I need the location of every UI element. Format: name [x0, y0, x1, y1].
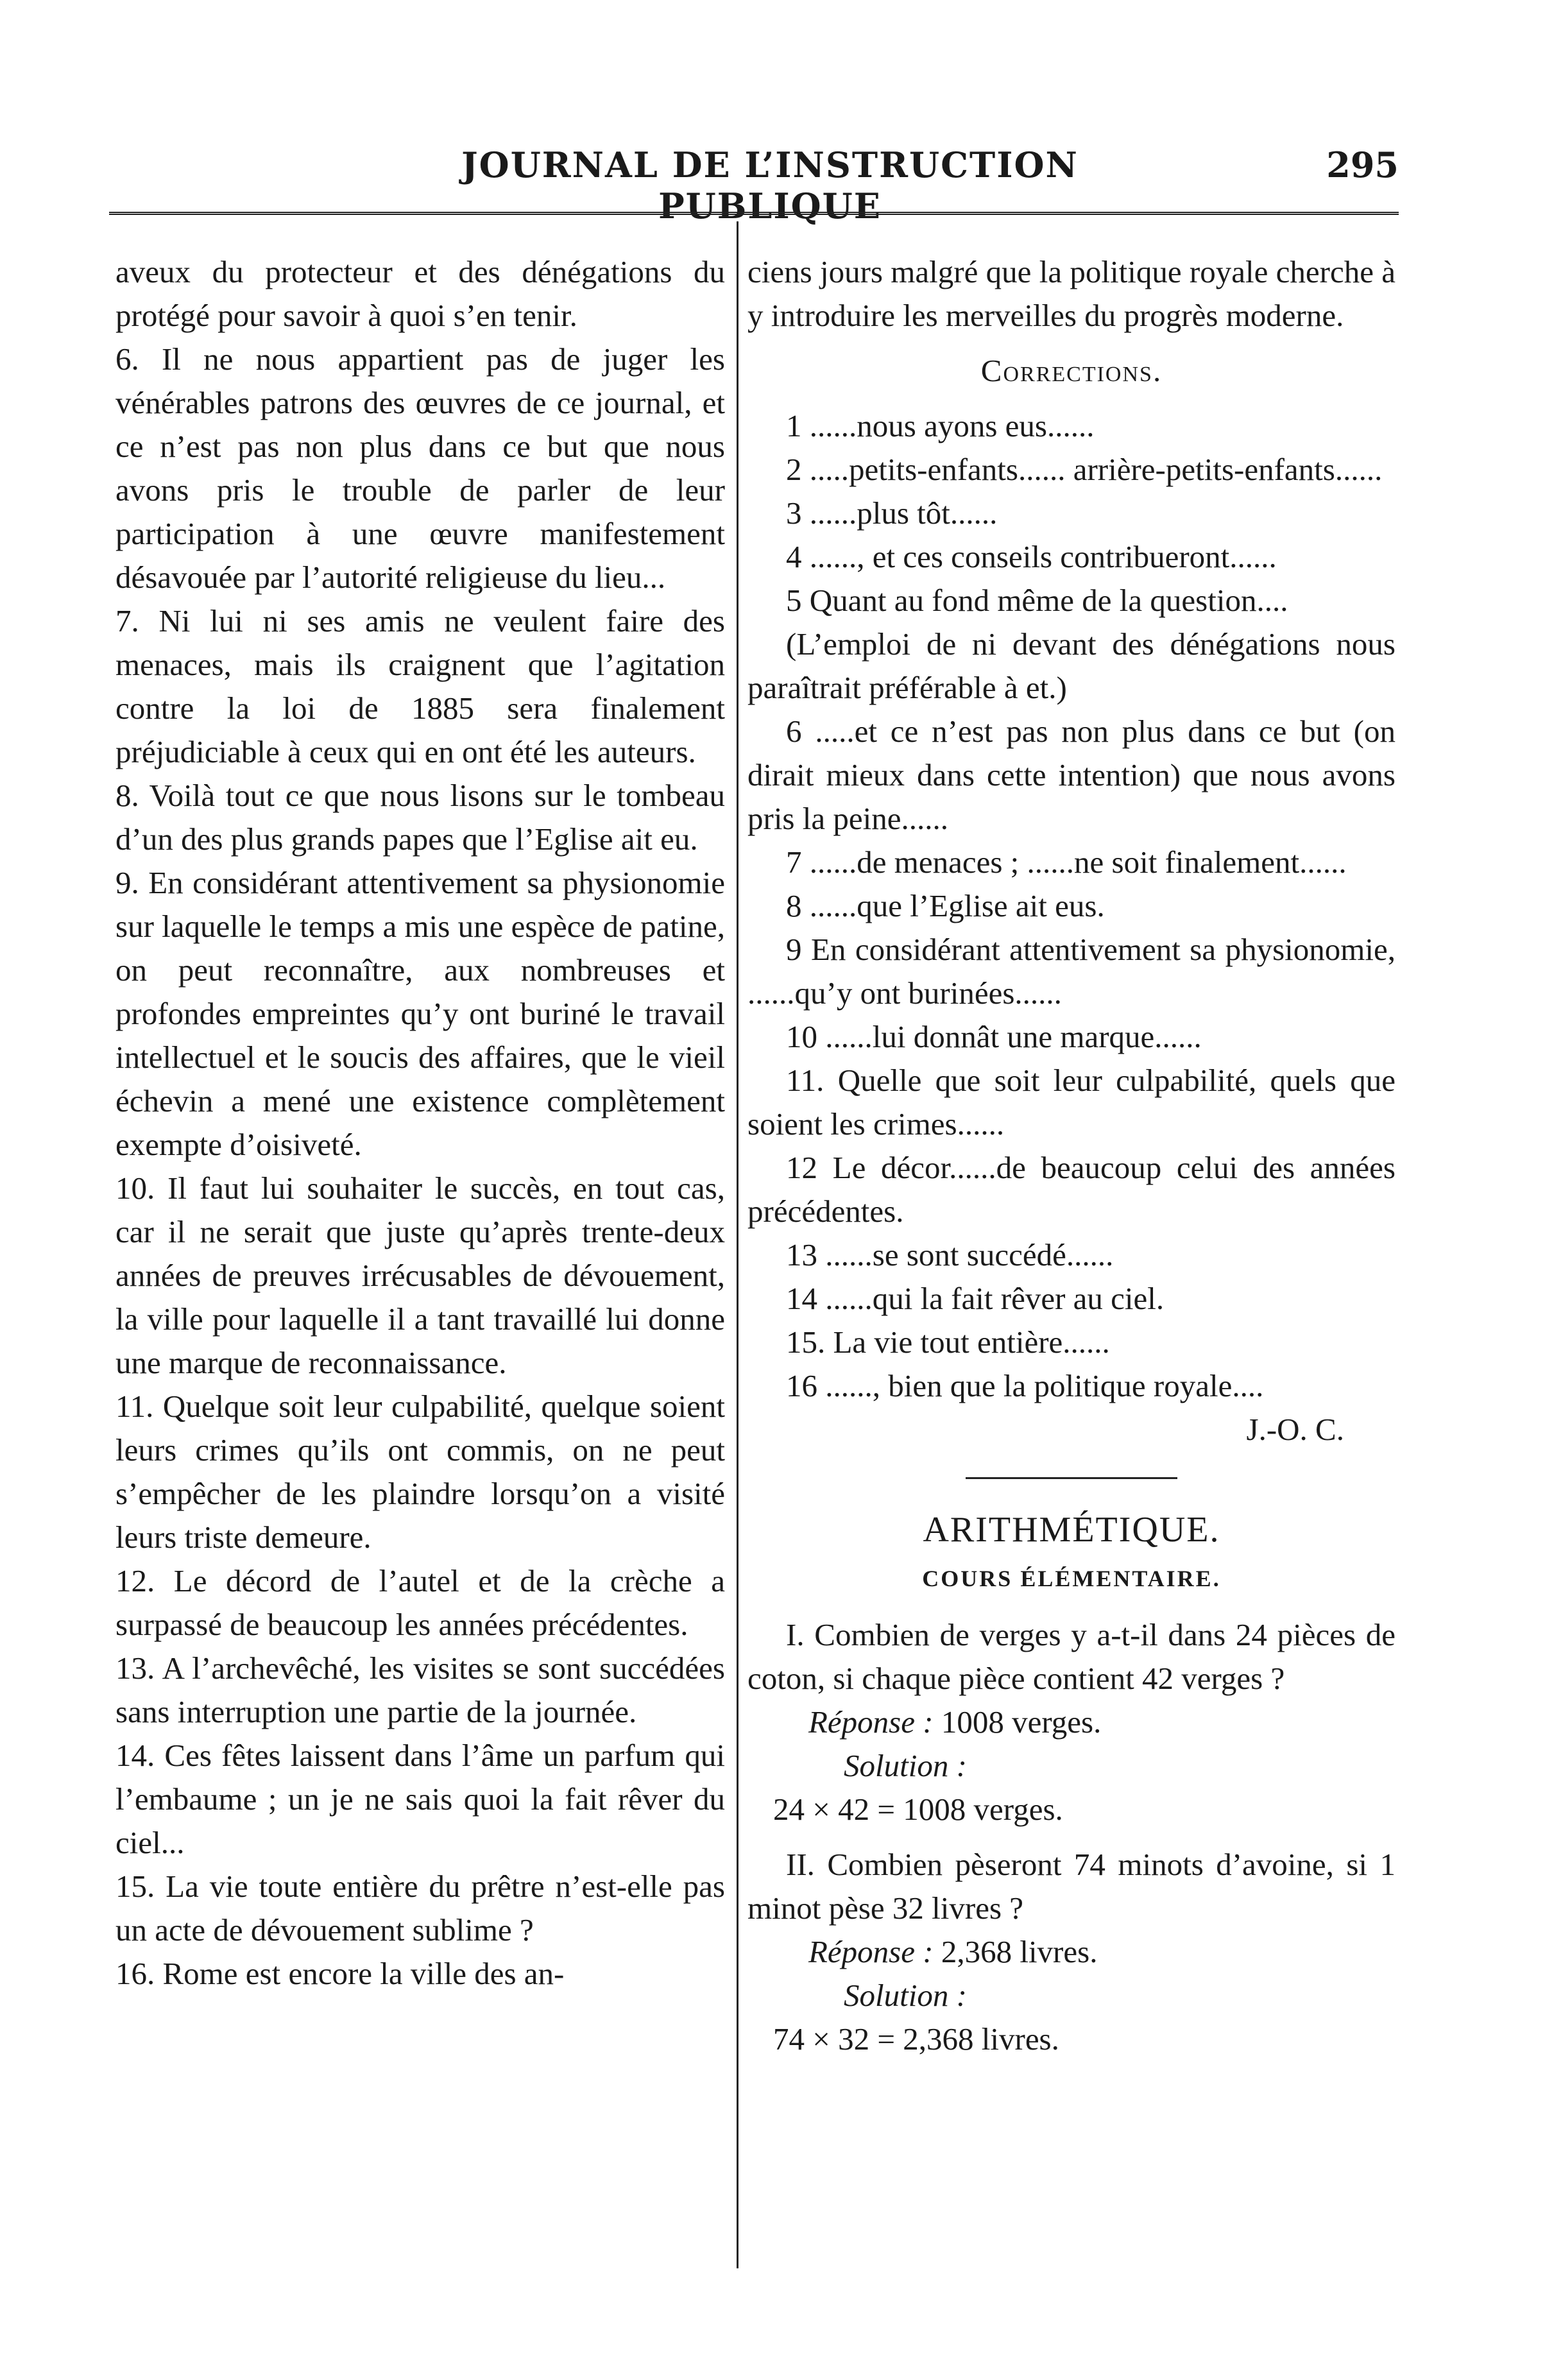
corrections-title: Corrections.	[980, 353, 1163, 388]
problem-2-solution-label: Solution :	[844, 1978, 967, 2013]
header-rule	[109, 212, 1399, 215]
section-title: ARITHMÉTIQUE.	[923, 1510, 1220, 1550]
paragraph-continuation: ciens jours malgré que la politique royale cherche à y introduire les merveilles du progrès moderne.	[747, 254, 1396, 333]
paragraph-9: 9. En considérant attentivement sa physionomie sur laquelle le temps a mis une espèce de patine, on peut reconnaître, aux nombreuses et profondes empreintes qu’y ont buriné le travail intellectuel et le soucis des affaires, que le vieil échevin a mené une existence complètement exempte d’oisiveté.	[115, 865, 725, 1162]
answer-label: Réponse :	[808, 1934, 934, 1969]
paragraph-11: 11. Quelque soit leur culpabilité, quelque soient leurs crimes qu’ils ont commis, on ne peut s’empêcher de les plaindre lorsqu’on a visité leurs triste demeure.	[115, 1389, 725, 1555]
answer-value: 2,368 livres.	[941, 1934, 1098, 1969]
correction-5-note: (L’emploi de ni devant des dénégations nous paraîtrait préférable à et.)	[747, 626, 1396, 705]
page-header	[109, 144, 1399, 227]
paragraph-6: 6. Il ne nous appartient pas de juger les vénérables patrons des œuvres de ce journal, et ce n’est pas non plus dans ce but que nous avons pris le trouble de parler de leur participation à une œuvre manifestement désavouée par l’autorité religieuse du lieu...	[115, 341, 725, 595]
correction-11: 11. Quelle que soit leur culpabilité, quels que soient les crimes......	[747, 1063, 1396, 1142]
paragraph-14: 14. Ces fêtes laissent dans l’âme un parfum qui l’embaume ; un je ne sais quoi la fait rêver du ciel...	[115, 1738, 725, 1860]
paragraph-13: 13. A l’archevêché, les visites se sont succédées sans interruption une partie de la journée.	[115, 1650, 725, 1729]
right-column	[747, 250, 1396, 2061]
correction-14: 14 ......qui la fait rêver au ciel.	[786, 1281, 1165, 1316]
problem-1-solution-label: Solution :	[844, 1748, 967, 1783]
correction-16: 16 ......, bien que la politique royale....	[786, 1368, 1264, 1403]
signature: J.-O. C.	[1246, 1412, 1344, 1447]
paragraph-16: 16. Rome est encore la ville des an-	[115, 1956, 565, 1991]
paragraph-8: 8. Voilà tout ce que nous lisons sur le tombeau d’un des plus grands papes que l’Eglise ait eu.	[115, 778, 725, 857]
correction-5: 5 Quant au fond même de la question....	[786, 583, 1288, 618]
spacer	[747, 1831, 1396, 1843]
correction-9: 9 En considérant attentivement sa physionomie, ......qu’y ont burinées......	[747, 932, 1396, 1011]
correction-1: 1 ......nous ayons eus......	[786, 408, 1095, 443]
problem-1-question: I. Combien de verges y a-t-il dans 24 pièces de coton, si chaque pièce contient 42 verges ?	[747, 1617, 1396, 1696]
paragraph-15: 15. La vie toute entière du prêtre n’est-elle pas un acte de dévouement sublime ?	[115, 1869, 725, 1948]
correction-13: 13 ......se sont succédé......	[786, 1237, 1114, 1272]
correction-8: 8 ......que l’Eglise ait eus.	[786, 888, 1105, 923]
answer-label: Réponse :	[808, 1704, 934, 1740]
correction-15: 15. La vie tout entière......	[786, 1324, 1110, 1360]
correction-6: 6 .....et ce n’est pas non plus dans ce but (on dirait mieux dans cette intention) que nous avons pris la peine......	[747, 714, 1396, 836]
page-number: 295	[1326, 144, 1399, 185]
left-column	[115, 250, 725, 1996]
correction-3: 3 ......plus tôt......	[786, 495, 998, 531]
spacer	[747, 393, 1396, 404]
spacer	[747, 338, 1396, 349]
problem-2-answer	[747, 1930, 1396, 1974]
paragraph-aveux: aveux du protecteur et des dénégations du protégé pour savoir à quoi s’en tenir.	[115, 254, 725, 333]
column-divider	[737, 221, 738, 2268]
problem-2-calculation: 74 × 32 = 2,368 livres.	[773, 2021, 1059, 2057]
paragraph-10: 10. Il faut lui souhaiter le succès, en tout cas, car il ne serait que juste qu’après trente-deux années de preuves irrécusables de dévouement, la ville pour laquelle il a tant travaillé lui donne une marque de reconnaissance.	[115, 1170, 725, 1380]
answer-value: 1008 verges.	[941, 1704, 1102, 1740]
paragraph-12: 12. Le décord de l’autel et de la crèche a surpassé de beaucoup les années précédentes.	[115, 1563, 725, 1642]
correction-4: 4 ......, et ces conseils contribueront......	[786, 539, 1277, 574]
problem-1-calculation: 24 × 42 = 1008 verges.	[773, 1792, 1063, 1827]
correction-12: 12 Le décor......de beaucoup celui des années précédentes.	[747, 1150, 1396, 1229]
correction-7: 7 ......de menaces ; ......ne soit finalement......	[786, 844, 1347, 880]
paragraph-7: 7. Ni lui ni ses amis ne veulent faire des menaces, mais ils craignent que l’agitation contre la loi de 1885 sera finalement préjudiciable à ceux qui en ont été les auteurs.	[115, 603, 725, 769]
section-subtitle: COURS ÉLÉMENTAIRE.	[922, 1566, 1221, 1591]
section-rule	[966, 1477, 1177, 1479]
correction-2: 2 .....petits-enfants...... arrière-petits-enfants......	[786, 452, 1383, 487]
problem-1-answer	[747, 1700, 1396, 1744]
problem-2-question: II. Combien pèseront 74 minots d’avoine, si 1 minot pèse 32 livres ?	[747, 1847, 1396, 1926]
correction-10: 10 ......lui donnât une marque......	[786, 1019, 1202, 1054]
journal-title: JOURNAL DE L’INSTRUCTION PUBLIQUE	[461, 144, 1079, 227]
